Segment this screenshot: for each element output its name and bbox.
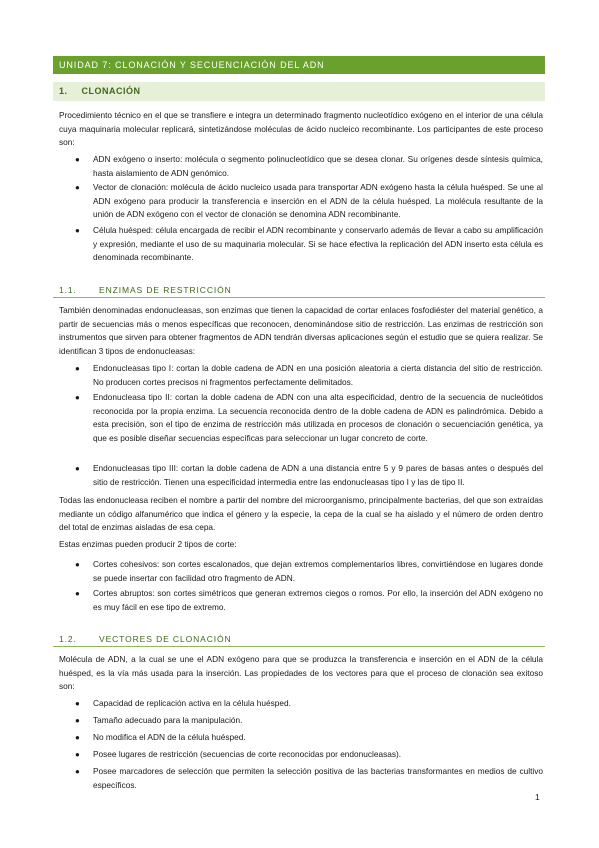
bullet-icon: ●: [75, 464, 80, 473]
bullet-icon: ●: [75, 733, 80, 742]
section-1-2-heading: [53, 631, 545, 647]
section-1-intro: Procedimiento técnico en el que se transfiere e integra un determinado fragmento nucleotídico exógeno en el interior de una célula cuya maquinaria molecular replicará, sintetizándose moléculas de ácido nucleico recombinante. Los participantes de este proceso son:: [59, 110, 543, 148]
section-1-heading: [53, 82, 545, 101]
bullet-icon: ●: [75, 716, 80, 725]
bullet-icon: ●: [75, 226, 80, 235]
unit-title-banner: UNIDAD 7: CLONACIÓN Y SECUENCIACIÓN DEL ADN: [53, 56, 545, 74]
bullet-icon: ●: [75, 155, 80, 164]
section-1-2-number: 1.2.: [59, 634, 77, 644]
section-1-2-title: VECTORES DE CLONACIÓN: [99, 634, 232, 644]
section-1-1-number: 1.1.: [59, 285, 77, 295]
bullet-icon: ●: [75, 750, 80, 759]
list-item: Tamaño adecuado para la manipulación.: [93, 715, 243, 725]
list-item: Endonucleasas tipo I: cortan la doble cadena de ADN en una posición aleatoria a cierta distancia del sitio de restricción. No producen cortes precisos ni fragmentos perfectamente delimitados.: [93, 363, 543, 387]
section-1-1-title: ENZIMAS DE RESTRICCIÓN: [99, 285, 232, 295]
bullet-icon: ●: [75, 560, 80, 569]
list-item: Cortes cohesivos: son cortes escalonados, que dejan extremos complementarios libres, convirtiéndose en lugares donde se puede insertar con facilidad otro fragmento de ADN.: [93, 559, 543, 583]
bullet-icon: ●: [75, 699, 80, 708]
list-item: Posee lugares de restricción (secuencias de corte reconocidas por endonucleasas).: [93, 749, 402, 759]
list-item: Vector de clonación: molécula de ácido nucleico usada para transportar ADN exógeno hasta la célula huésped. Se une al ADN exógeno para producir la transferencia e inserción en el ADN de la célula huésped. La molécula resultante de la unión de ADN exógeno con el vector de clonación se denomina ADN recombinante.: [93, 182, 543, 220]
section-1-1-intro: También denominadas endonucleasas, son enzimas que tienen la capacidad de cortar enlaces fosfodiéster del material genético, a partir de secuencias más o menos específicas que reconocen, denominándose sitio de restricción. Las enzimas de restricción son instrumentos que sirven para obtener fragmentos de ADN tendrán diversas aplicaciones según el estudio que se quiera realizar. Se identifican 3 tipos de endonucleasas:: [59, 305, 543, 357]
bullet-icon: ●: [75, 183, 80, 192]
page-number: 1: [535, 792, 540, 802]
section-1-2-intro: Molécula de ADN, a la cual se une el ADN exógeno para que se produzca la transferencia e inserción en el ADN de la célula huésped, es la vía más usada para la inserción. Las propiedades de los vectores para que el proceso de clonación sea exitoso son:: [59, 654, 543, 692]
section-1-title: CLONACIÓN: [81, 86, 141, 96]
naming-paragraph: Todas las endonucleasa reciben el nombre a partir del nombre del microorganismo, principalmente bacterias, del que son extraídas mediante un código alfanumérico que indica el género y la especie, la cepa de la cual se ha aislado y el número de orden dentro del total de enzimas aisladas de esa cepa.: [59, 495, 543, 533]
bullet-icon: ●: [75, 767, 80, 776]
section-1-1-heading: [53, 282, 545, 298]
list-item: Capacidad de replicación activa en la célula huésped.: [93, 698, 291, 708]
list-item: Posee marcadores de selección que permiten la selección positiva de las bacterias transformantes en medios de cultivo específicos.: [93, 766, 543, 790]
bullet-icon: ●: [75, 589, 80, 598]
list-item: Endonucleasas tipo III: cortan la doble cadena de ADN a una distancia entre 5 y 9 pares de basas antes o después del sitio de restricción. Tienen una especificidad intermedia entre las endonucleasas tipo I y las de tipo II.: [93, 463, 543, 487]
cuts-intro: Estas enzimas pueden producir 2 tipos de corte:: [59, 539, 237, 549]
bullet-icon: ●: [75, 364, 80, 373]
list-item: Célula huésped: célula encargada de recibir el ADN recombinante y conservarlo además de llevar a cabo su amplificación y expresión, mediante el uso de su maquinaria molecular. Si se hace efectiva la replicación del ADN inserto esta célula es denominada recombinante.: [93, 225, 543, 263]
list-item: Endonucleasa tipo II: cortan la doble cadena de ADN con una alta especificidad, dentro de la secuencia de nucleótidos reconocida por la propia enzima. La secuencia reconocida dentro de la doble cadena de ADN es palindrómica. Debido a esta precisión, son el tipo de enzima de restricción más utilizada en procesos de clonación o secuenciación genética, ya que es posible diseñar secuencias específicas para seleccionar un lugar concreto de corte.: [93, 392, 543, 444]
bullet-icon: ●: [75, 393, 80, 402]
list-item: ADN exógeno o inserto: molécula o segmento polinucleotídico que se desea clonar. Su orígenes desde síntesis química, hasta aislamiento de ADN genómico.: [93, 154, 543, 178]
section-1-number: 1.: [59, 86, 68, 96]
list-item: Cortes abruptos: son cortes simétricos que generan extremos ciegos o romos. Por ello, la inserción del ADN exógeno no es muy fácil en ese tipo de extremo.: [93, 588, 543, 612]
list-item: No modifica el ADN de la célula huésped.: [93, 732, 246, 742]
